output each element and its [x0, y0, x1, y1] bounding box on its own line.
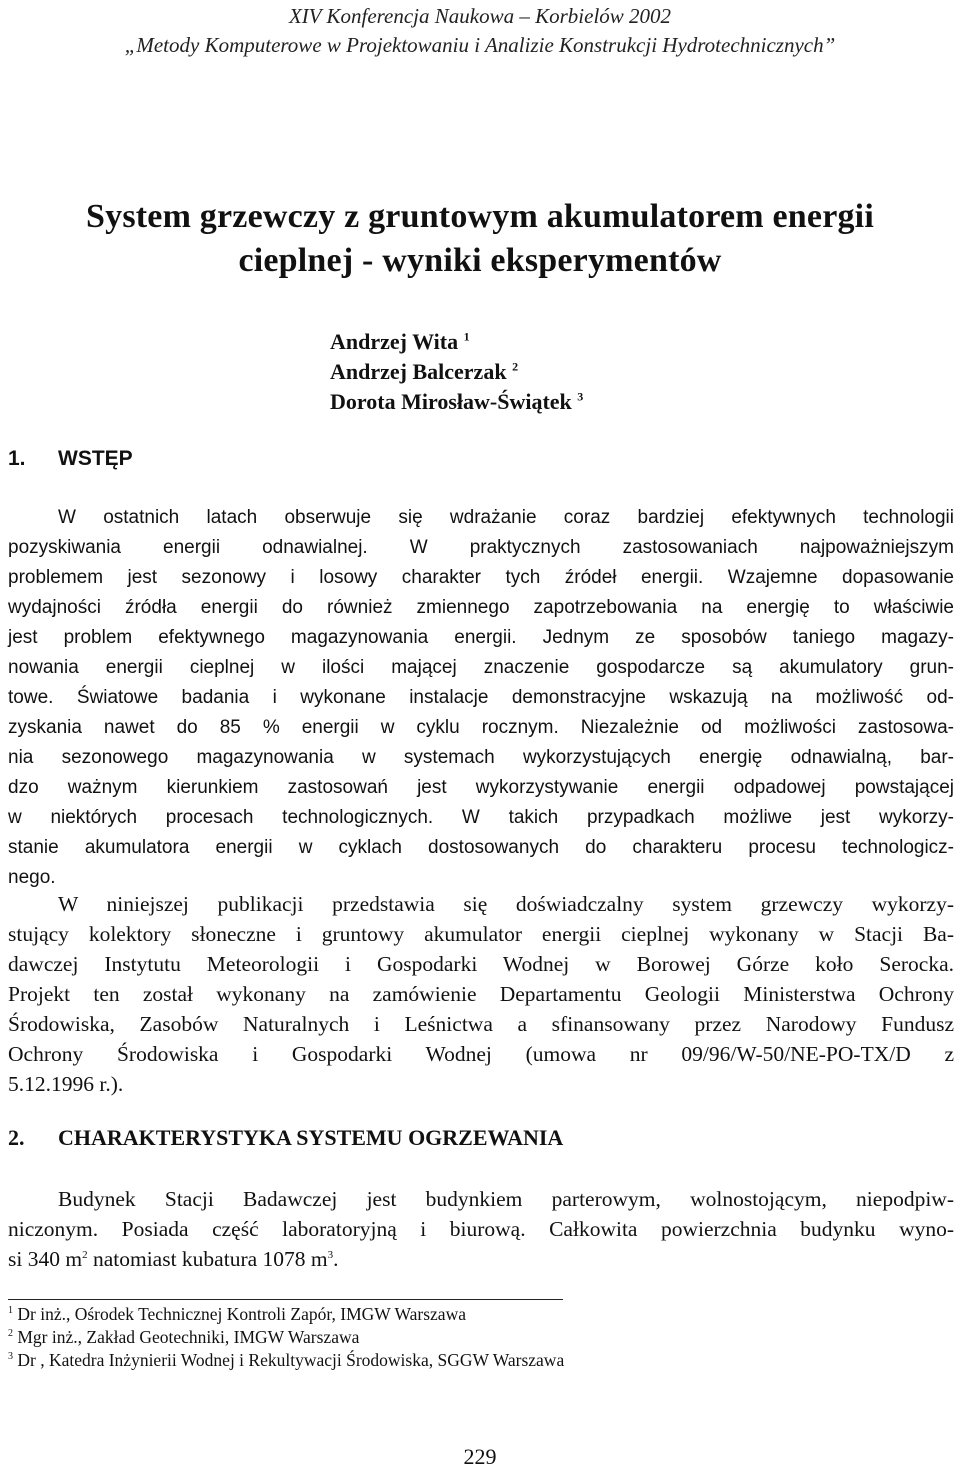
section-1-heading	[8, 447, 133, 471]
author-name: Andrzej Balcerzak	[330, 359, 507, 384]
footnote-mark: 2	[8, 1328, 13, 1340]
author-3	[330, 387, 583, 417]
section-1-paragraph-2	[8, 889, 954, 1099]
text-line: problemem jest sezonowy i losowy charakter tych źródeł energii. Wzajemne dopasowanie	[8, 567, 954, 588]
footnote-mark: 3	[8, 1351, 13, 1363]
footnote-1	[8, 1303, 466, 1325]
text-line: nia sezonowego magazynowania w systemach wykorzystujących energię odnawialną, bar-	[8, 747, 954, 768]
text-line: towe. Światowe badania i wykonane instalacje demonstracyjne wskazują na możliwość od-	[8, 687, 954, 708]
footnote-2	[8, 1326, 359, 1348]
text-line: Budynek Stacji Badawczej jest budynkiem parterowym, wolnostojącym, niepodpiw-	[58, 1187, 954, 1211]
text-line: niczonym. Posiada część laboratoryjną i biurową. Całkowita powierzchnia budynku wyno-	[8, 1217, 954, 1241]
paper-title-line2: cieplnej - wyniki eksperymentów	[238, 242, 722, 279]
conference-header-line1: XIV Konferencja Naukowa – Korbielów 2002	[288, 4, 672, 28]
footnote-separator	[8, 1299, 563, 1300]
text-fragment: natomiast kubatura 1078 m	[87, 1247, 328, 1271]
text-line: nowania energii cieplnej w ilości mającej znaczenie gospodarcze są akumulatory grun-	[8, 657, 954, 678]
text-line	[8, 1244, 954, 1274]
author-footnote-mark: 1	[463, 329, 470, 344]
footnote-text: Dr , Katedra Inżynierii Wodnej i Rekultywacji Środowiska, SGGW Warszawa	[13, 1350, 565, 1370]
text-line: wydajności źródła energii do również zmiennego zapotrzebowania na energię to właściwie	[8, 597, 954, 618]
text-line: nego.	[8, 867, 56, 888]
text-line: pozyskiwania energii odnawialnej. W praktycznych zastosowaniach najpoważniejszym	[8, 537, 954, 558]
footnote-text: Dr inż., Ośrodek Technicznej Kontroli Zapór, IMGW Warszawa	[13, 1304, 466, 1324]
page-number: 229	[463, 1444, 497, 1469]
text-line: W ostatnich latach obserwuje się wdrażanie coraz bardziej efektywnych technologii	[58, 507, 954, 528]
author-name: Dorota Mirosław-Świątek	[330, 389, 572, 414]
text-line: Środowiska, Zasobów Naturalnych i Leśnictwa a sfinansowany przez Narodowy Fundusz	[8, 1012, 954, 1036]
text-fragment: .	[333, 1247, 339, 1271]
section-number: 2.	[8, 1125, 25, 1150]
section-title: CHARAKTERYSTYKA SYSTEMU OGRZEWANIA	[58, 1125, 564, 1150]
paper-title-line1: System grzewczy z gruntowym akumulatorem energii	[86, 198, 874, 235]
section-2-heading	[8, 1125, 563, 1151]
author-2	[330, 357, 518, 387]
section-1-paragraph-1	[8, 503, 954, 893]
text-line: W niniejszej publikacji przedstawia się doświadczalny system grzewczy wykorzy-	[58, 892, 954, 916]
text-line: jest problem efektywnego magazynowania energii. Jednym ze sposobów taniego magazy-	[8, 627, 954, 648]
footnote-text: Mgr inż., Zakład Geotechniki, IMGW Warszawa	[13, 1327, 360, 1347]
section-title: WSTĘP	[58, 447, 133, 470]
text-line: dawczej Instytutu Meteorologii i Gospodarki Wodnej w Borowej Górze koło Serocka.	[8, 952, 954, 976]
superscript: 2	[82, 1248, 88, 1261]
conference-header-line2: „Metody Komputerowe w Projektowaniu i Analizie Konstrukcji Hydrotechnicznych”	[124, 33, 836, 57]
author-name: Andrzej Wita	[330, 329, 459, 354]
author-footnote-mark: 3	[577, 389, 584, 404]
text-line: w niektórych procesach technologicznych. W takich przypadkach możliwe jest wykorzy-	[8, 807, 954, 828]
text-line: Ochrony Środowiska i Gospodarki Wodnej (umowa nr 09/96/W-50/NE-PO-TX/D z	[8, 1042, 954, 1066]
text-line: dzo ważnym kierunkiem zastosowań jest wykorzystywanie energii odpadowej powstającej	[8, 777, 954, 798]
text-line: stanie akumulatora energii w cyklach dostosowanych do charakteru procesu technologicz-	[8, 837, 954, 858]
superscript: 3	[327, 1248, 334, 1261]
section-number: 1.	[8, 447, 26, 470]
footnote-mark: 1	[8, 1305, 13, 1317]
section-2-paragraph	[8, 1184, 954, 1274]
text-fragment: si 340 m	[8, 1247, 83, 1271]
text-line: Projekt ten został wykonany na zamówienie Departamentu Geologii Ministerstwa Ochrony	[8, 982, 954, 1006]
author-1	[330, 327, 470, 357]
text-line: 5.12.1996 r.).	[8, 1072, 124, 1096]
footnote-3	[8, 1349, 564, 1371]
text-line: zyskania nawet do 85 % energii w cyklu rocznym. Niezależnie od możliwości zastosowa-	[8, 717, 954, 738]
text-line: stujący kolektory słoneczne i gruntowy akumulator energii cieplnej wykonany w Stacji Ba-	[8, 922, 954, 946]
author-footnote-mark: 2	[512, 359, 519, 374]
